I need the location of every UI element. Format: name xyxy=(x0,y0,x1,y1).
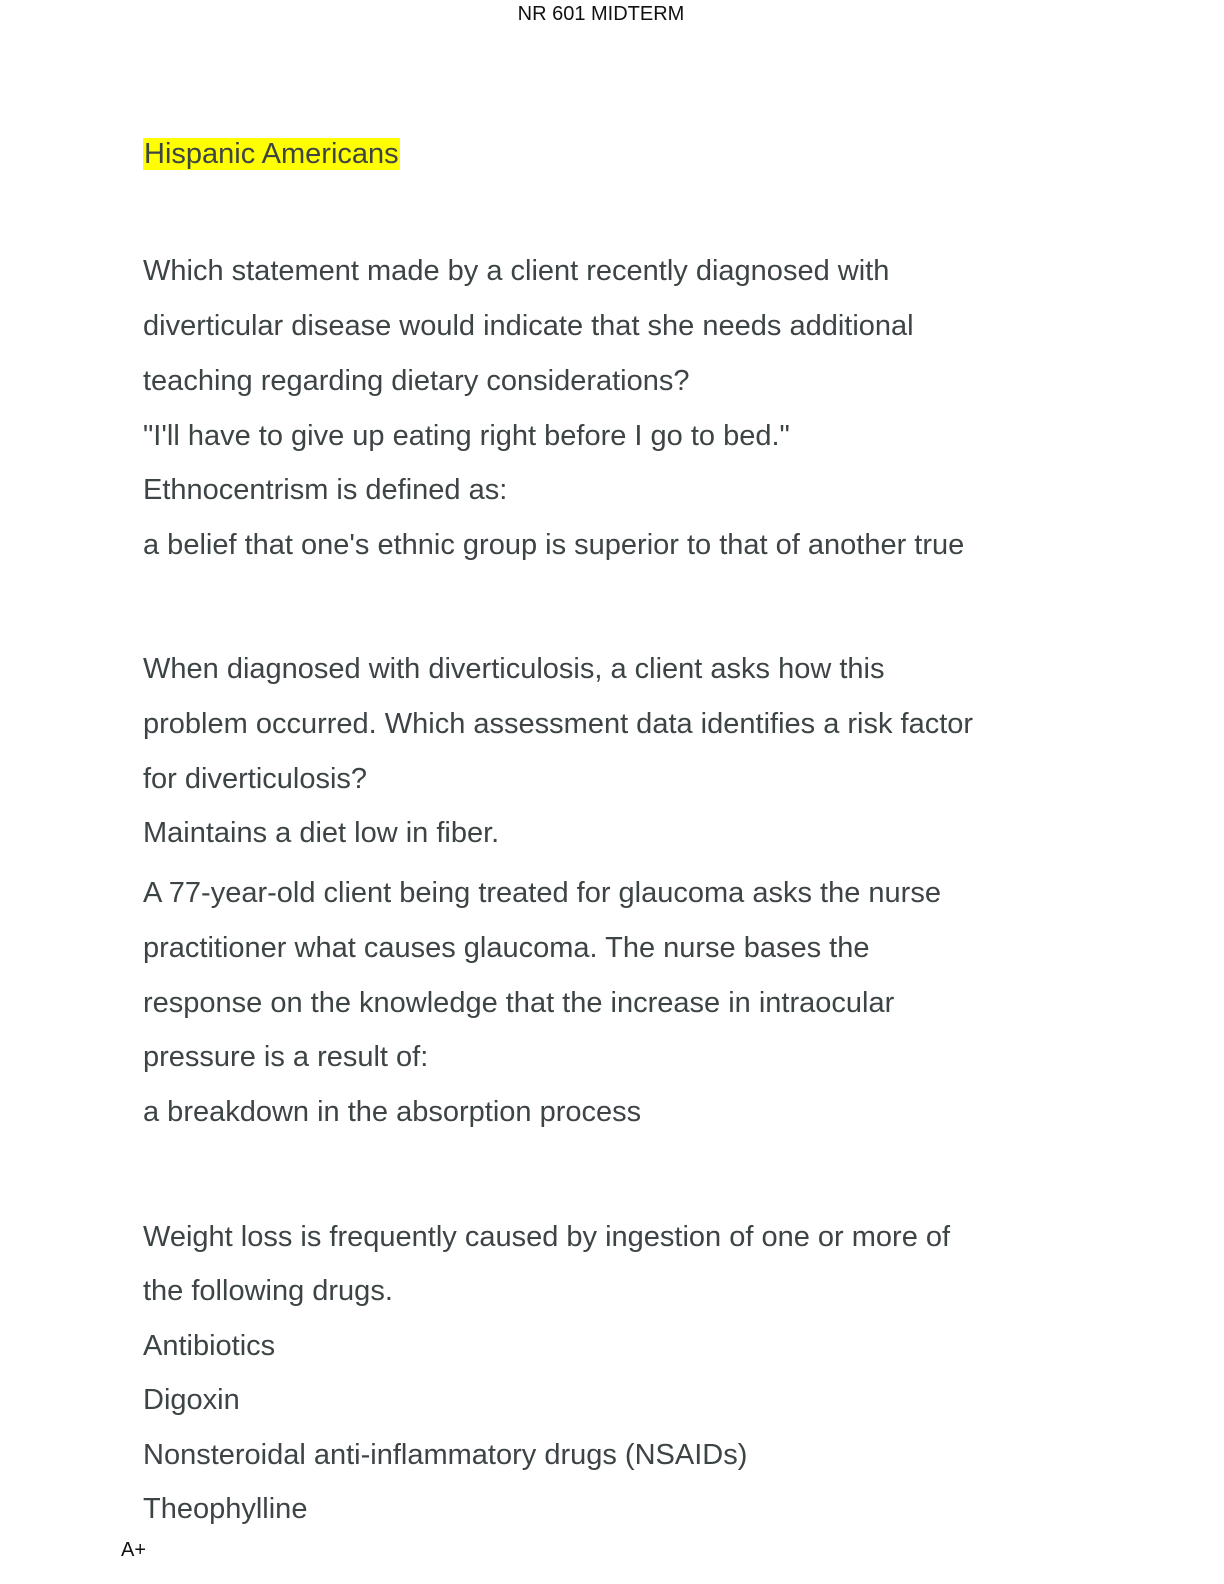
question-line: the following drugs. xyxy=(143,1275,393,1307)
answer-option: Theophylline xyxy=(143,1493,308,1525)
question-line: A 77-year-old client being treated for glaucoma asks the nurse xyxy=(143,877,941,909)
question-line: teaching regarding dietary considerations? xyxy=(143,365,690,397)
highlighted-answer xyxy=(143,136,400,172)
question-line: diverticular disease would indicate that she needs additional xyxy=(143,310,914,342)
answer-option: Digoxin xyxy=(143,1384,240,1416)
question-line: pressure is a result of: xyxy=(143,1041,429,1073)
question-line: When diagnosed with diverticulosis, a client asks how this xyxy=(143,653,885,685)
answer-option: Nonsteroidal anti-inflammatory drugs (NSAIDs) xyxy=(143,1439,748,1471)
page-header-title: NR 601 MIDTERM xyxy=(517,3,685,25)
highlighted-text: Hispanic Americans xyxy=(144,138,399,170)
answer-line: Maintains a diet low in fiber. xyxy=(143,817,500,849)
question-line: response on the knowledge that the increase in intraocular xyxy=(143,987,895,1019)
answer-option: Antibiotics xyxy=(143,1330,276,1362)
question-line: for diverticulosis? xyxy=(143,763,368,795)
question-line: practitioner what causes glaucoma. The nurse bases the xyxy=(143,932,870,964)
question-line: Ethnocentrism is defined as: xyxy=(143,474,508,506)
question-line: Which statement made by a client recently diagnosed with xyxy=(143,255,890,287)
answer-line: "I'll have to give up eating right before I go to bed." xyxy=(143,420,790,452)
answer-line: a breakdown in the absorption process xyxy=(143,1096,642,1128)
question-line: Weight loss is frequently caused by ingestion of one or more of xyxy=(143,1221,951,1253)
answer-line: a belief that one's ethnic group is superior to that of another true xyxy=(143,529,965,561)
page-footer-grade: A+ xyxy=(121,1539,147,1561)
question-line: problem occurred. Which assessment data identifies a risk factor xyxy=(143,708,974,740)
